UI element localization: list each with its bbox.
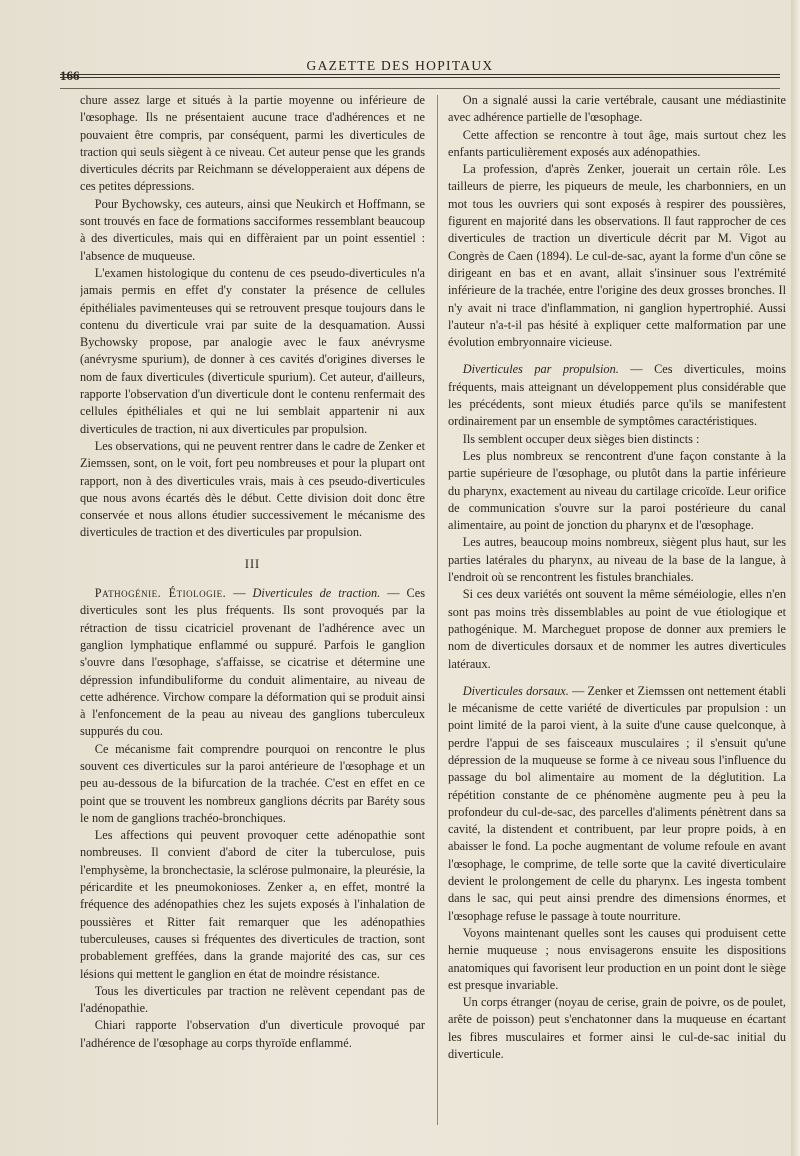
paragraph: Si ces deux variétés ont souvent la même séméiologie, elles n'en sont pas moins très dissemblables au point de vue étiologique et pathogénique. M. Marcheguet propose de donner aux premiers le nom de diverticules dorsaux et de nommer les autres diverticules latéraux. <box>448 587 786 671</box>
paragraph: Ils semblent occuper deux sièges bien distincts : <box>462 431 700 446</box>
right-column <box>448 92 786 1132</box>
subsection-heading: Diverticules de traction. <box>252 586 381 601</box>
paragraph-gap <box>448 351 786 361</box>
header-rule-bottom <box>60 88 780 89</box>
paragraph-text: — Zenker et Ziemssen ont nettement établi le mécanisme de cette variété de diverticules par propulsion : un point limité de la paroi vient, à la suite d'une cause quelconque, à perdre l'appui de ses faisceaux musculaires ; il s'ensuit qu'une dépression de la muqueuse se forme à ce niveau sous l'influence du passage du bol alimentaire au moment de la déglutition. La répétition constante de ce phénomène augmente peu à peu la profondeur du cul-de-sac, des parcelles d'aliments pénètrent dans sa cavité, la distendent et contribuent, par leur propre poids, à en abaisser le fond. La poche augmentant de volume refoule en avant l'œsophage, le comprime, de telle sorte que la cavité diverticulaire devient le prolongement de celle du pharynx. Les ingesta tombent dans le sac, qui peut ainsi prendre des dimensions énormes, et l'œsophage refuse le passage à toute nourriture. <box>448 683 786 923</box>
page-header <box>0 50 800 90</box>
page-edge <box>791 0 800 1156</box>
paragraph: Un corps étranger (noyau de cerise, grain de poivre, os de poulet, arête de poisson) peut s'enchatonner dans la muqueuse en écartant les fibres musculaires et former ainsi le cul-de-sac initial du diverticule. <box>448 995 786 1062</box>
paragraph-text: — Ces diverticules, moins fréquents, mais atteignant un développement plus considérable que les précédents, sont mieux étudiés parce qu'ils se manifestent ordinairement par un ensemble de symptômes caractéristiques. <box>448 362 786 429</box>
header-rule-double <box>60 77 780 78</box>
paragraph: Les autres, beaucoup moins nombreux, siègent plus haut, sur les parties latérales du pharynx, au niveau de la base de la langue, à l'endroit où se rencontrent les fistules branchiales. <box>448 535 786 585</box>
header-rule-top <box>60 74 780 75</box>
paragraph: On a signalé aussi la carie vertébrale, causant une médiastinite avec adhérence partielle de l'œsophage. <box>448 93 786 125</box>
paragraph: Les affections qui peuvent provoquer cette adénopathie sont nombreuses. Il convient d'abord de citer la tuberculose, puis l'emphysème, la bronchectasie, la sclérose pulmonaire, la pleurésie, la péricardite et les pneumokonioses. Zenker a, en effet, montré la fréquence des adénopathies chez les sujets exposés à l'inhalation de poussières et Ritter fait remarquer que les adénopathies tuberculeuses, causes si fréquentes des diverticules de traction, sont probablement greffées, dans la grande majorité des cas, sur ces lésions qui mettent le ganglion en état de moindre résistance. <box>80 828 425 981</box>
paragraph: Pour Bychowsky, ces auteurs, ainsi que Neukirch et Hoffmann, se sont trouvés en face de formations sacciformes ressemblant beaucoup à des diverticules, mais qui en diffèraient par un point essentiel : l'absence de muqueuse. <box>80 196 425 263</box>
section-heading: Pathogénie. Étiologie. <box>94 586 227 601</box>
paragraph: chure assez large et situés à la partie moyenne ou inférieure de l'œsophage. Ils ne présentaient aucune trace d'adhérences et ne pouvaient être compris, par conséquent, parmi les diverticules de traction qui seuls siègent à ce niveau. Cet auteur pense que les grands diverticules décrits par Reichmann se développeraient aux dépens de ces petites dépressions. <box>80 93 425 194</box>
section-number: III <box>244 556 261 571</box>
dash-separator: — <box>380 586 407 601</box>
dash-separator: — <box>226 586 253 601</box>
subsection-heading: Diverticules par propulsion. <box>462 362 619 377</box>
paragraph-gap <box>448 673 786 683</box>
running-title: GAZETTE DES HOPITAUX <box>306 58 494 73</box>
page-number: 166 <box>60 68 80 83</box>
paragraph: Chiari rapporte l'observation d'un diverticule provoqué par l'adhérence de l'œsophage au corps thyroïde enflammé. <box>80 1018 425 1050</box>
paragraph: Cette affection se rencontre à tout âge, mais surtout chez les enfants particulièrement exposés aux adénopathies. <box>448 127 786 159</box>
paragraph: Ce mécanisme fait comprendre pourquoi on rencontre le plus souvent ces diverticules sur la paroi antérieure de l'œsophage et un peu au-dessous de la bifurcation de la trachée. C'est en effet en ce point que se trouvent les nombreux ganglions décrits par Baréty sous le nom de ganglions trachéo-bronchiques. <box>80 741 425 825</box>
paragraph: Les plus nombreux se rencontrent d'une façon constante à la partie supérieure de l'œsophage, ou plutôt dans la partie inférieure du pharynx, exactement au niveau du cartilage cricoïde. Leur orifice de communication s'ouvre sur la paroi postérieure du canal alimentaire, au point de jonction du pharynx et de l'œsophage. <box>448 448 786 533</box>
subsection-heading: Diverticules dorsaux. <box>462 683 569 698</box>
paragraph <box>80 585 425 741</box>
paragraph: L'examen histologique du contenu de ces pseudo-diverticules n'a jamais permis en effet d'y constater la présence de cellules épithéliales pavimenteuses qui se retrouvent presque toujours dans le contenu du diverticule vrai par suite de la desquamation. Aussi Bychowsky propose, par analogie avec le faux anévrysme (anévrysme spurium), de donner à ces cavités d'origines diverses le nom de faux diverticules (diverticule spurium). Cet auteur, d'ailleurs, rapporte l'observation d'un diverticule dont le contenu renfermait des cellules épithéliales et qui ne lui semblait appartenir ni aux diverticules de traction, ni aux diverticules par propulsion. <box>80 265 425 436</box>
paragraph <box>448 683 786 925</box>
paragraph: Les observations, qui ne peuvent rentrer dans le cadre de Zenker et Ziemssen, sont, on le voit, fort peu nombreuses et pour la plupart ont rapport, non à des diverticules vrais, mais à ces pseudo-diverticules que nous avons écartés dès le début. Cette division doit donc être conservée et nous allons étudier successivement le mécanisme des diverticules de traction et des diverticules par propulsion. <box>80 438 425 540</box>
paragraph: Tous les diverticules par traction ne relèvent cependant pas de l'adénopathie. <box>80 983 425 1016</box>
paragraph: Voyons maintenant quelles sont les causes qui produisent cette hernie muqueuse ; nous envisagerons ensuite les dispositions anatomiques qui favorisent leur production en un point dont le siège est presque invariable. <box>448 925 786 992</box>
paragraph: La profession, d'après Zenker, jouerait un certain rôle. Les tailleurs de pierre, les piqueurs de meule, les charbonniers, en un mot tous les ouvriers qui sont exposés à respirer des poussières, figurent en majorité dans les observations. Il faut rapprocher de ces diverticules de traction un diverticule décrit par M. Vigot au Congrès de Caen (1894). Le cul-de-sac, ayant la forme d'un cône se dirigeant en bas et en avant, allait s'insinuer sous l'extrémité inférieure de la trachée, entre l'origine des deux grosses bronches. Il n'y avait ni trace d'inflammation, ni ganglion hypertrophié. Aussi l'auteur n'a-t-il pas hésité à expliquer cette malformation par une évolution embryonnaire vicieuse. <box>448 162 786 350</box>
left-column <box>80 92 425 1132</box>
paragraph <box>448 361 786 430</box>
paragraph-text: Ces diverticules sont les plus fréquents. Ils sont provoqués par la rétraction de tissu cicatriciel provenant de l'adhérence avec un ganglion lymphatique enflammé ou suppuré. Parfois le ganglion s'ouvre dans l'œsophage, s'affaisse, se cicatrise et détermine une dépression infundibuliforme du conduit alimentaire, au niveau de cette adhérence. Virchow compare la déformation qui se produit ainsi à l'enfoncement de la peau au niveau des ganglions tuberculeux suppurés du cou. <box>80 586 425 739</box>
column-divider <box>437 95 438 1125</box>
